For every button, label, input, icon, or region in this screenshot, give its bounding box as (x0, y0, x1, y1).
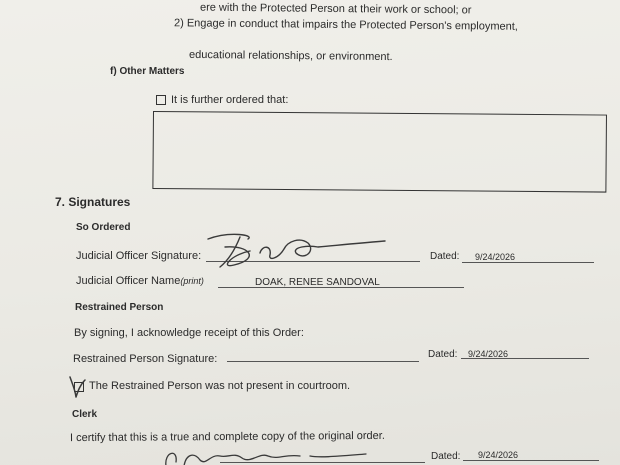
clerk-dated-label: Dated: (431, 451, 461, 462)
restrained-signature-label: Restrained Person Signature: (73, 353, 218, 365)
further-orders-box (152, 111, 607, 193)
other-matters-label: f) Other Matters (110, 66, 185, 77)
clerk-heading: Clerk (72, 409, 98, 420)
restrained-person-heading: Restrained Person (75, 302, 164, 313)
further-ordered-checkbox[interactable] (156, 95, 166, 105)
not-present-text: The Restrained Person was not present in courtroom. (89, 380, 351, 392)
judicial-date-value: 9/24/2026 (475, 252, 516, 262)
judicial-name-label-text: Judicial Officer Name (76, 275, 181, 287)
further-ordered-text: It is further ordered that: (171, 94, 289, 106)
judicial-name-label (76, 276, 204, 287)
signatures-heading: 7. Signatures (55, 195, 131, 209)
restrained-dated-label: Dated: (428, 349, 458, 360)
judicial-dated-label: Dated: (430, 251, 460, 262)
print-label: (print) (180, 276, 204, 286)
clerk-date-value: 9/24/2026 (478, 450, 519, 460)
item-2-line-2: educational relationships, or environment. (188, 48, 393, 64)
so-ordered-heading: So Ordered (76, 222, 131, 233)
acknowledge-text: By signing, I acknowledge receipt of this Order: (74, 327, 304, 339)
judicial-name-value: DOAK, RENEE SANDOVAL (255, 277, 380, 288)
checkbox-checkmark (66, 375, 88, 399)
item-2-line-1: 2) Engage in conduct that impairs the Protected Person's employment, (173, 17, 518, 33)
restrained-signature-line (227, 361, 419, 362)
header-fragment: ere with the Protected Person at their work or school; or (199, 1, 472, 17)
clerk-signature-line (220, 462, 425, 463)
clerk-dated-line (463, 460, 599, 461)
certify-text: I certify that this is a true and complete copy of the original order. (69, 429, 385, 445)
judicial-dated-line (462, 262, 594, 263)
judicial-signature-label: Judicial Officer Signature: (76, 250, 202, 262)
restrained-date-value: 9/24/2026 (468, 349, 509, 359)
judicial-signature-scribble (200, 225, 390, 275)
